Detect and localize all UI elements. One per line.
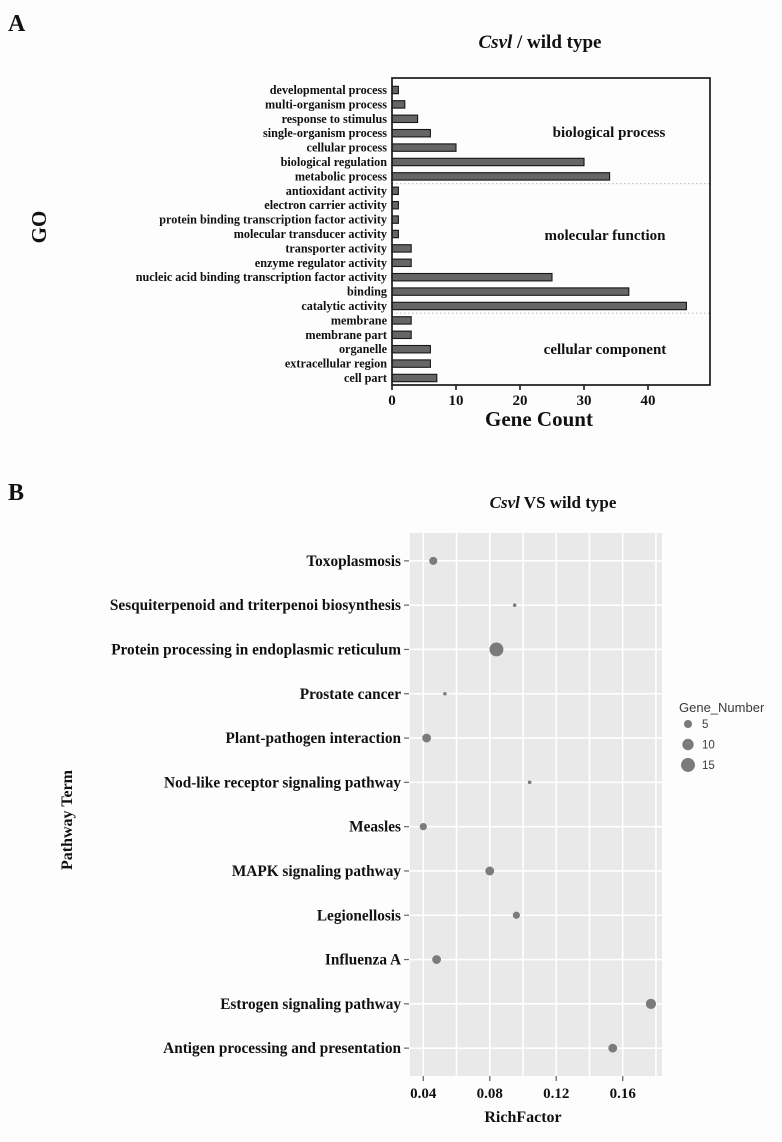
bubble-nod-like-receptor-signaling-pathway (528, 781, 532, 785)
panel-b-title-gene: Csvl (489, 493, 520, 512)
bar-enzyme-regulator-activity (392, 259, 411, 266)
bar-extracellular-region (392, 360, 430, 367)
x-tick-label-b: 0.12 (543, 1086, 570, 1102)
group-label-biological-process: biological process (552, 125, 666, 141)
pathway-label: Measles (349, 818, 401, 836)
bubble-measles (420, 823, 427, 830)
panel-b-label: B (8, 480, 25, 506)
bar-binding (392, 288, 629, 295)
panel-a-title-rest: / wild type (512, 32, 602, 53)
bar-cell-part (392, 374, 437, 381)
bar-category-label: molecular transducer activity (233, 227, 387, 241)
pathway-label: MAPK signaling pathway (231, 862, 401, 880)
bar-category-label: cellular process (306, 140, 387, 155)
x-tick-label-a: 10 (448, 393, 464, 409)
bar-category-label: multi-organism process (265, 97, 387, 112)
x-tick-label-a: 30 (576, 393, 592, 409)
group-label-molecular-function: molecular function (544, 228, 666, 244)
legend-value-10: 10 (702, 739, 715, 752)
bar-nucleic-acid-binding-transcription-factor-activity (392, 274, 552, 281)
bubble-influenza-a (432, 955, 441, 964)
bar-category-label: enzyme regulator activity (254, 255, 387, 270)
bar-cellular-process (392, 144, 456, 151)
bar-catalytic-activity (392, 302, 686, 309)
legend-bubble-15 (681, 758, 695, 772)
bar-organelle (392, 346, 430, 353)
bar-category-label: membrane (330, 313, 387, 328)
pathway-label: Estrogen signaling pathway (220, 995, 401, 1013)
pathway-label: Nod-like receptor signaling pathway (164, 774, 401, 792)
bar-category-label: single-organism process (262, 126, 387, 141)
bar-category-label: nucleic acid binding transcription factor activity (135, 270, 387, 285)
bubble-plant-pathogen-interaction (422, 734, 431, 743)
bar-category-label: protein binding transcription factor activity (159, 212, 387, 227)
bar-response-to-stimulus (392, 115, 418, 122)
bar-membrane-part (392, 331, 411, 338)
x-tick-label-a: 0 (388, 393, 396, 409)
x-tick-label-b: 0.04 (410, 1086, 437, 1102)
panel-a-title-gene: Csvl (478, 32, 513, 53)
pathway-label: Protein processing in endoplasmic reticulum (111, 641, 401, 659)
bar-category-label: metabolic process (294, 169, 387, 184)
bubble-prostate-cancer (443, 692, 447, 696)
bar-category-label: response to stimulus (281, 111, 387, 126)
bubble-antigen-processing-and-presentation (608, 1044, 617, 1053)
bar-electron-carrier-activity (392, 202, 398, 209)
pathway-term-axis-label: Pathway Term (59, 770, 76, 870)
pathway-label: Prostate cancer (299, 685, 401, 703)
bar-antioxidant-activity (392, 187, 398, 194)
bubble-sesquiterpenoid-and-triterpenoi-biosynthesis (513, 603, 517, 607)
bar-biological-regulation (392, 158, 584, 165)
bar-category-label: membrane part (305, 327, 387, 342)
bar-category-label: developmental process (269, 83, 387, 97)
go-axis-label: GO (27, 210, 51, 244)
pathway-label: Antigen processing and presentation (163, 1040, 401, 1058)
bar-category-label: catalytic activity (301, 299, 387, 313)
bubble-protein-processing-in-endoplasmic-reticulum (489, 642, 503, 656)
bar-developmental-process (392, 86, 398, 93)
bubble-estrogen-signaling-pathway (646, 999, 656, 1009)
pathway-label: Plant-pathogen interaction (225, 730, 401, 748)
pathway-label: Influenza A (324, 951, 401, 969)
x-tick-label-a: 20 (512, 393, 528, 409)
panel-a-title (479, 32, 602, 53)
panel-b-title (490, 493, 617, 512)
legend-bubble-5 (684, 720, 692, 728)
bar-category-label: biological regulation (280, 155, 387, 169)
bubble-legionellosis (513, 912, 520, 919)
panel-a-label: A (8, 11, 26, 37)
bar-category-label: binding (347, 284, 387, 299)
x-tick-label-b: 0.08 (476, 1086, 503, 1102)
bar-single-organism-process (392, 130, 430, 137)
gene-count-axis-label: Gene Count (485, 407, 593, 431)
bar-category-label: antioxidant activity (285, 183, 387, 198)
plot-bg-b (410, 533, 662, 1076)
pathway-label: Toxoplasmosis (306, 552, 401, 570)
bar-membrane (392, 317, 411, 324)
richfactor-axis-label: RichFactor (484, 1109, 562, 1126)
gene-number-legend (679, 700, 765, 772)
bubble-toxoplasmosis (429, 557, 437, 565)
go-bar-chart (136, 78, 710, 409)
x-tick-label-a: 40 (640, 393, 656, 409)
bar-category-label: electron carrier activity (264, 198, 387, 213)
bar-protein-binding-transcription-factor-activity (392, 216, 398, 223)
legend-bubble-10 (682, 739, 693, 750)
panel-b-title-rest: VS wild type (519, 493, 617, 512)
bubble-mapk-signaling-pathway (485, 867, 494, 876)
x-tick-label-b: 0.16 (609, 1086, 636, 1102)
pathway-label: Sesquiterpenoid and triterpenoi biosynthesis (109, 597, 401, 615)
bar-category-label: extracellular region (284, 356, 387, 371)
legend-value-5: 5 (702, 719, 709, 731)
bar-transporter-activity (392, 245, 411, 252)
group-label-cellular-component: cellular component (543, 342, 667, 358)
bar-molecular-transducer-activity (392, 230, 398, 237)
legend-value-15: 15 (702, 760, 715, 772)
pathway-bubble-chart (110, 533, 662, 1102)
bar-category-label: organelle (338, 342, 387, 357)
bar-multi-organism-process (392, 101, 405, 108)
bar-category-label: transporter activity (285, 241, 387, 256)
legend-title: Gene_Number (679, 700, 765, 715)
bar-metabolic-process (392, 173, 610, 180)
pathway-label: Legionellosis (316, 907, 401, 925)
bar-category-label: cell part (344, 371, 387, 385)
